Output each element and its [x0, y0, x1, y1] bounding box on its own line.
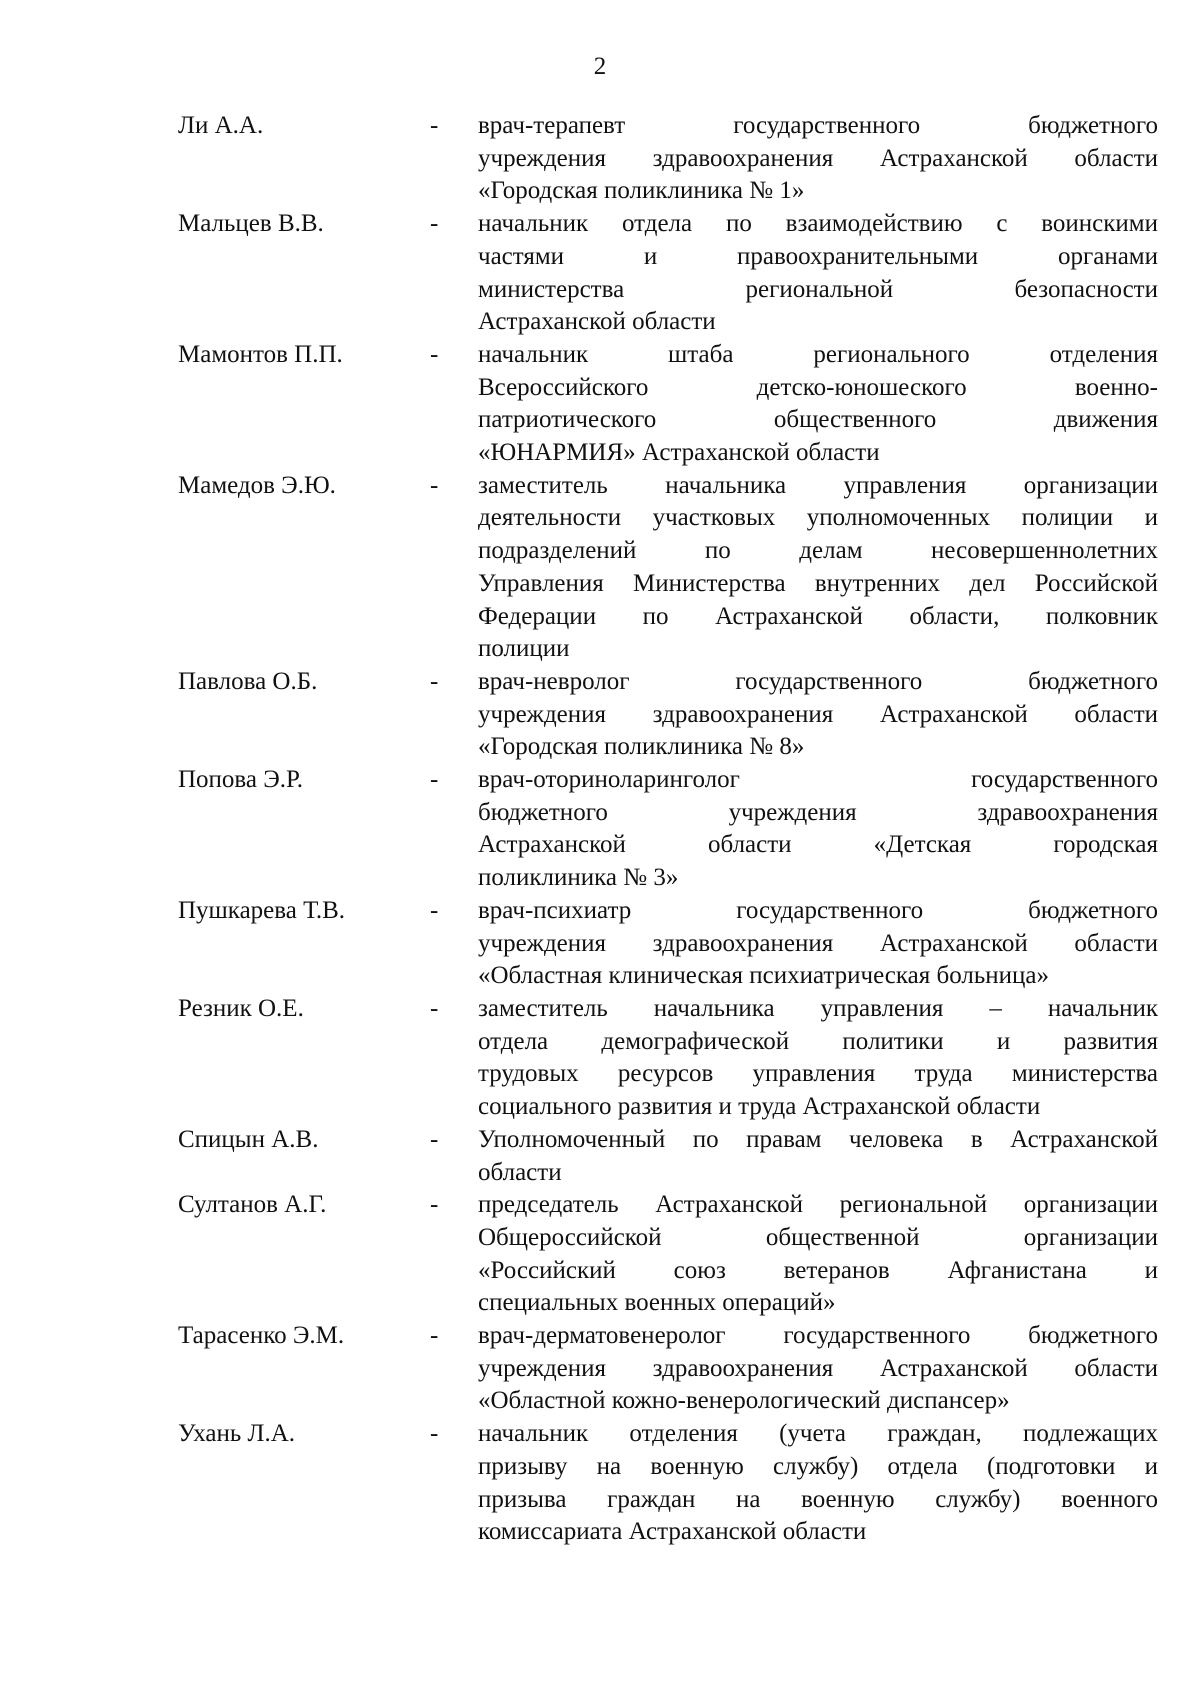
- position-line: врач-терапевт государственного бюджетного: [478, 112, 1158, 139]
- entry-dash: -: [430, 210, 439, 238]
- member-name: Султанов А.Г.: [178, 1191, 327, 1219]
- position-line: патриотического общественного движения: [478, 406, 1158, 434]
- position-line: частями и правоохранительными органами: [478, 242, 1158, 270]
- position-line: призыву на военную службу) отдела (подготовки и: [478, 1452, 1158, 1480]
- position-line: специальных военных операций»: [478, 1289, 836, 1317]
- roster-entry: [178, 1124, 1158, 1189]
- member-position: [478, 764, 1158, 895]
- member-position: [478, 208, 1158, 339]
- entry-dash: -: [430, 471, 439, 499]
- entry-dash: -: [430, 667, 439, 695]
- position-line: заместитель начальника управления – начальник: [478, 994, 1158, 1022]
- member-position: [478, 1124, 1158, 1189]
- position-line: учреждения здравоохранения Астраханской области: [478, 1354, 1158, 1382]
- page-number: 2: [593, 53, 607, 80]
- position-line: «Российский союз ветеранов Афганистана и: [478, 1256, 1158, 1284]
- member-position: [478, 666, 1158, 764]
- member-name: Спицын А.В.: [178, 1125, 319, 1153]
- member-name: Мальцев В.В.: [178, 210, 324, 238]
- member-name: Мамедов Э.Ю.: [178, 471, 336, 499]
- position-line: врач-дерматовенеролог государственного бюджетного: [478, 1322, 1158, 1350]
- position-line: Всероссийского детско-юношеского военно-: [478, 373, 1158, 401]
- position-line: Уполномоченный по правам человека в Астраханской: [478, 1125, 1158, 1153]
- member-name: Попова Э.Р.: [178, 766, 304, 794]
- roster-entry: [178, 1418, 1158, 1549]
- roster-entry: [178, 1189, 1158, 1320]
- roster-entry: [178, 1320, 1158, 1418]
- member-name: Павлова О.Б.: [178, 667, 318, 695]
- member-position: [478, 1189, 1158, 1320]
- roster-entry: [178, 208, 1158, 339]
- member-name: Пушкарева Т.В.: [178, 896, 346, 924]
- entry-dash: -: [430, 994, 439, 1022]
- roster-entry: [178, 470, 1158, 666]
- member-position: [478, 1320, 1158, 1418]
- entry-dash: -: [430, 896, 439, 924]
- position-line: учреждения здравоохранения Астраханской области: [478, 929, 1158, 957]
- position-line: Астраханской области: [478, 308, 716, 336]
- position-line: заместитель начальника управления организации: [478, 471, 1158, 499]
- position-line: Федерации по Астраханской области, полковник: [478, 602, 1158, 630]
- member-name: Мамонтов П.П.: [178, 340, 343, 368]
- position-line: области: [478, 1158, 562, 1186]
- member-position: [478, 895, 1158, 993]
- member-position: [478, 110, 1158, 208]
- roster-entry: [178, 110, 1158, 208]
- entry-dash: -: [430, 1322, 439, 1350]
- position-line: Общероссийской общественной организации: [478, 1223, 1158, 1251]
- position-line: деятельности участковых уполномоченных полиции и: [478, 504, 1158, 532]
- position-line: Астраханской области «Детская городская: [478, 831, 1158, 859]
- position-line: начальник штаба регионального отделения: [478, 340, 1158, 368]
- entry-dash: -: [430, 1420, 439, 1448]
- roster-entry: [178, 993, 1158, 1124]
- member-name: Резник О.Е.: [178, 994, 304, 1022]
- position-line: учреждения здравоохранения Астраханской области: [478, 700, 1158, 728]
- position-line: Управления Министерства внутренних дел Российской: [478, 569, 1158, 597]
- member-position: [478, 1418, 1158, 1549]
- position-line: «Областная клиническая психиатрическая больница»: [478, 962, 1050, 990]
- entry-dash: -: [430, 340, 439, 368]
- position-line: «Городская поликлиника № 1»: [478, 177, 805, 205]
- member-position: [478, 993, 1158, 1124]
- position-line: отдела демографической политики и развития: [478, 1027, 1158, 1055]
- entry-dash: -: [430, 112, 439, 139]
- entry-dash: -: [430, 1125, 439, 1153]
- entry-dash: -: [430, 766, 439, 794]
- position-line: поликлиника № 3»: [478, 864, 679, 892]
- position-line: «ЮНАРМИЯ» Астраханской области: [478, 439, 880, 467]
- position-line: врач-оториноларинголог государственного: [478, 766, 1158, 794]
- position-line: министерства региональной безопасности: [478, 275, 1158, 303]
- member-name: Ухань Л.А.: [178, 1420, 296, 1448]
- roster-entry: [178, 666, 1158, 764]
- position-line: «Областной кожно-венерологический диспансер»: [478, 1387, 1010, 1415]
- member-position: [478, 470, 1158, 666]
- roster-entry: [178, 895, 1158, 993]
- position-line: врач-психиатр государственного бюджетного: [478, 896, 1158, 924]
- entry-dash: -: [430, 1191, 439, 1219]
- roster-entry: [178, 764, 1158, 895]
- position-line: начальник отдела по взаимодействию с воинскими: [478, 210, 1158, 238]
- position-line: комиссариата Астраханской области: [478, 1518, 867, 1546]
- position-line: начальник отделения (учета граждан, подлежащих: [478, 1420, 1158, 1448]
- position-line: социального развития и труда Астраханской области: [478, 1093, 1041, 1121]
- member-name: Ли А.А.: [178, 112, 264, 139]
- roster-entry: [178, 339, 1158, 470]
- position-line: учреждения здравоохранения Астраханской области: [478, 144, 1158, 172]
- position-line: бюджетного учреждения здравоохранения: [478, 798, 1158, 826]
- member-name: Тарасенко Э.М.: [178, 1322, 345, 1350]
- position-line: врач-невролог государственного бюджетного: [478, 667, 1158, 695]
- member-position: [478, 339, 1158, 470]
- member-roster: [178, 110, 1158, 1549]
- position-line: полиции: [478, 635, 570, 663]
- position-line: призыва граждан на военную службу) военного: [478, 1485, 1158, 1513]
- position-line: подразделений по делам несовершеннолетних: [478, 537, 1158, 565]
- position-line: председатель Астраханской региональной организации: [478, 1191, 1158, 1219]
- position-line: «Городская поликлиника № 8»: [478, 733, 805, 761]
- position-line: трудовых ресурсов управления труда министерства: [478, 1060, 1158, 1088]
